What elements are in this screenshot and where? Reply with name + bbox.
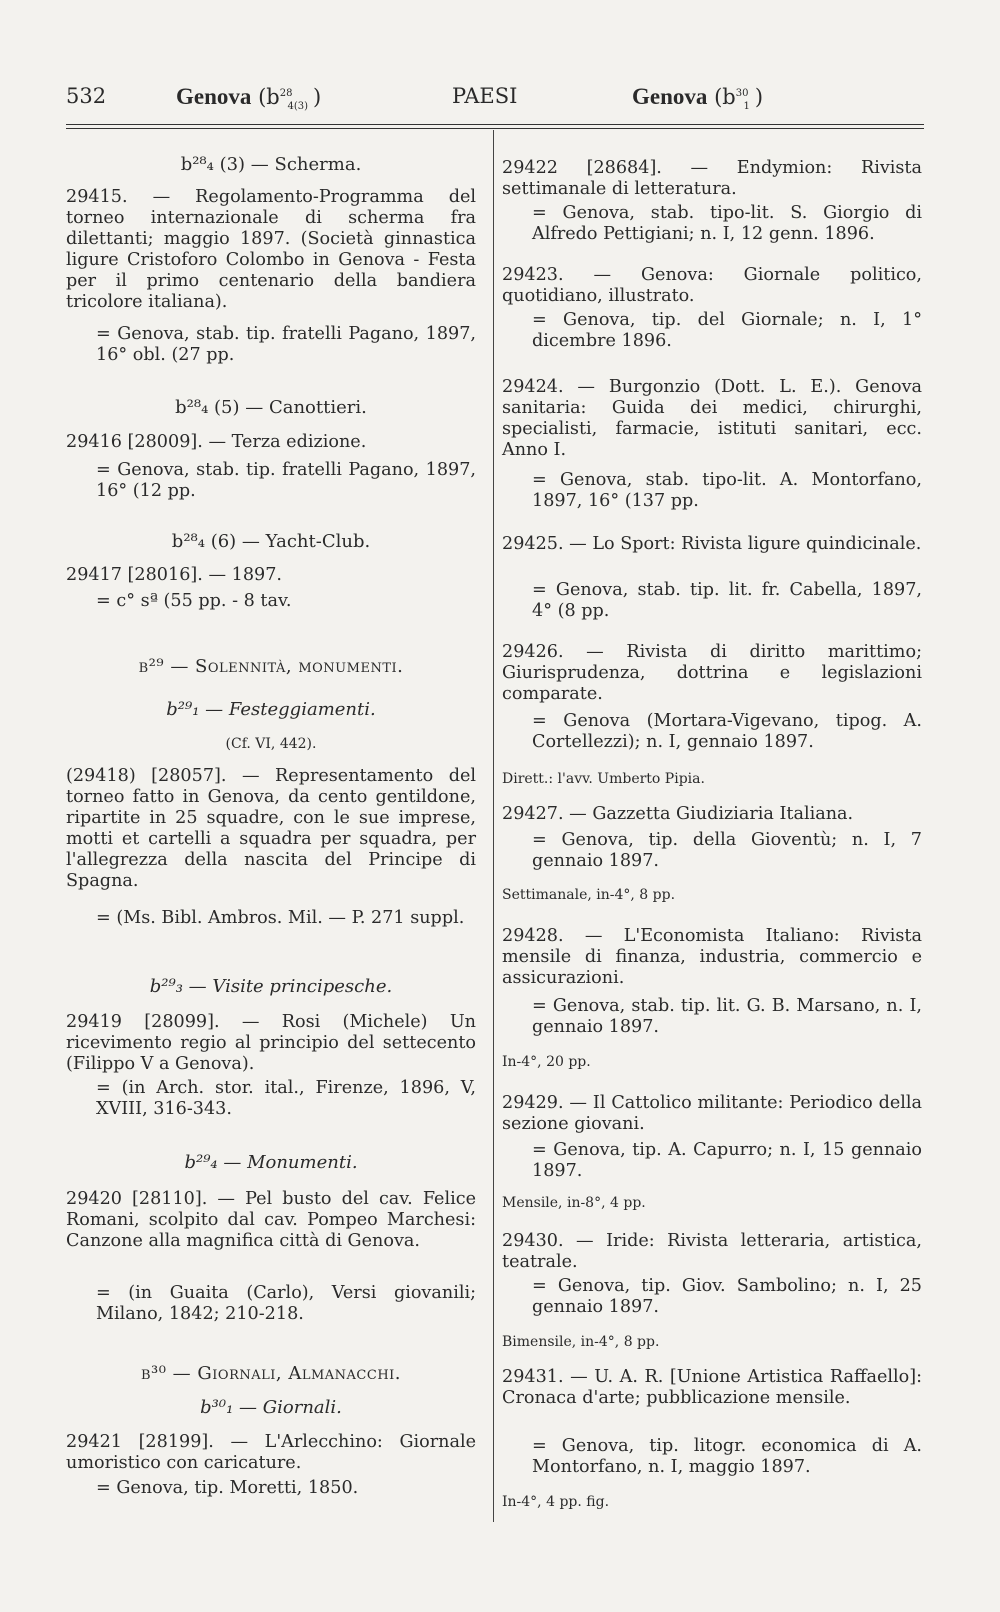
entry-29424: 29424. — Burgonzio (Dott. L. E.). Genova sanitaria: Guida dei medici, chirurghi, specialisti, farmacie, istituti sanitari, ecc. Anno I. — [502, 377, 922, 460]
entry-29416: 29416 [28009]. — Terza edizione. — [66, 432, 367, 452]
entry-29430-imprint: = Genova, tip. Giov. Sambolino; n. I, 25 gennaio 1897. — [532, 1276, 922, 1317]
entry-29421: 29421 [28199]. — L'Arlecchino: Giornale umoristico con caricature. — [66, 1432, 476, 1473]
entry-29428: 29428. — L'Economista Italiano: Rivista mensile di finanza, industria, commercio e assicurazioni. — [502, 926, 922, 988]
entry-29425: 29425. — Lo Sport: Rivista ligure quindicinale. — [502, 534, 922, 554]
page-number: 532 — [66, 84, 107, 108]
section-heading: b²⁸₄ (3) — Scherma. — [180, 154, 362, 175]
section-heading: b²⁹₃ — Visite principesche. — [149, 976, 393, 997]
section-heading: b³⁰ — Giornali, Almanacchi. — [140, 1363, 402, 1384]
entry-29428-imprint: = Genova, stab. tip. lit. G. B. Marsano, n. I, gennaio 1897. — [532, 996, 922, 1037]
entry-29429-note: Mensile, in-8°, 4 pp. — [502, 1195, 646, 1211]
entry-29419: 29419 [28099]. — Rosi (Michele) Un ricevimento regio al principio del settecento (Filippo V a Genova). — [66, 1012, 476, 1074]
running-title-left: Genova ($b^{28}_{4(3)}$ ) — [176, 84, 322, 113]
entry-29416-imprint: = Genova, stab. tip. fratelli Pagano, 1897, 16° (12 pp. — [96, 460, 476, 501]
cross-reference: (Cf. VI, 442). — [225, 736, 317, 752]
entry-29431: 29431. — U. A. R. [Unione Artistica Raffaello]: Cronaca d'arte; pubblicazione mensile. — [502, 1367, 922, 1408]
entry-29429-imprint: = Genova, tip. A. Capurro; n. I, 15 gennaio 1897. — [532, 1140, 922, 1181]
running-title-center: PAESI — [452, 84, 518, 108]
entry-29429: 29429. — Il Cattolico militante: Periodico della sezione giovani. — [502, 1093, 922, 1134]
entry-29423: 29423. — Genova: Giornale politico, quotidiano, illustrato. — [502, 265, 922, 306]
header-rule-double — [66, 128, 924, 129]
page-header — [66, 84, 924, 118]
entry-29430-note: Bimensile, in-4°, 8 pp. — [502, 1334, 660, 1350]
entry-29424-imprint: = Genova, stab. tipo-lit. A. Montorfano, 1897, 16° (137 pp. — [532, 470, 922, 511]
entry-29422-imprint: = Genova, stab. tipo-lit. S. Giorgio di Alfredo Pettigiani; n. I, 12 genn. 1896. — [532, 203, 922, 244]
entry-29417: 29417 [28016]. — 1897. — [66, 565, 282, 585]
entry-29427-imprint: = Genova, tip. della Gioventù; n. I, 7 gennaio 1897. — [532, 830, 922, 871]
entry-29428-note: In-4°, 20 pp. — [502, 1054, 591, 1070]
running-title-right: Genova ($b^{30}_1$ ) — [632, 84, 764, 113]
header-rule — [66, 124, 924, 125]
entry-29418: (29418) [28057]. — Representamento del torneo fatto in Genova, da cento gentildone, ripartite in 25 squadre, con le sue imprese, motti et cartelli a squadra per squadra, per l'allegrezza della nascita del Principe di Spagna. — [66, 766, 476, 891]
entry-29418-imprint: = (Ms. Bibl. Ambros. Mil. — P. 271 suppl. — [96, 908, 465, 928]
section-heading: b²⁸₄ (5) — Canottieri. — [175, 397, 367, 418]
section-heading: b²⁹ — Solennità, monumenti. — [138, 656, 404, 677]
section-heading: b³⁰₁ — Giornali. — [200, 1397, 342, 1418]
entry-29423-imprint: = Genova, tip. del Giornale; n. I, 1° dicembre 1896. — [532, 310, 922, 351]
entry-29425-imprint: = Genova, stab. tip. lit. fr. Cabella, 1897, 4° (8 pp. — [532, 580, 922, 621]
entry-29419-imprint: = (in Arch. stor. ital., Firenze, 1896, V, XVIII, 316-343. — [96, 1078, 476, 1119]
entry-29420: 29420 [28110]. — Pel busto del cav. Felice Romani, scolpito dal cav. Pompeo Marchesi: Canzone alla magnifica città di Genova. — [66, 1189, 476, 1251]
entry-29426-note: Dirett.: l'avv. Umberto Pipia. — [502, 771, 705, 787]
section-heading: b²⁹₁ — Festeggiamenti. — [166, 699, 376, 720]
section-heading: b²⁹₄ — Monumenti. — [184, 1152, 358, 1173]
entry-29430: 29430. — Iride: Rivista letteraria, artistica, teatrale. — [502, 1231, 922, 1272]
entry-29426: 29426. — Rivista di diritto marittimo; Giurisprudenza, dottrina e legislazioni comparate. — [502, 642, 922, 704]
entry-29427-note: Settimanale, in-4°, 8 pp. — [502, 887, 676, 903]
entry-29427: 29427. — Gazzetta Giudiziaria Italiana. — [502, 804, 854, 824]
section-heading: b²⁸₄ (6) — Yacht-Club. — [171, 531, 371, 552]
entry-29431-imprint: = Genova, tip. litogr. economica di A. Montorfano, n. I, maggio 1897. — [532, 1436, 922, 1477]
entry-29415-imprint: = Genova, stab. tip. fratelli Pagano, 1897, 16° obl. (27 pp. — [96, 324, 476, 365]
entry-29431-note: In-4°, 4 pp. fig. — [502, 1494, 610, 1510]
entry-29417-imprint: = c° sª (55 pp. - 8 tav. — [96, 591, 292, 611]
entry-29422: 29422 [28684]. — Endymion: Rivista settimanale di letteratura. — [502, 158, 922, 199]
entry-29420-imprint: = (in Guaita (Carlo), Versi giovanili; Milano, 1842; 210-218. — [96, 1283, 476, 1324]
entry-29421-imprint: = Genova, tip. Moretti, 1850. — [96, 1478, 359, 1498]
column-divider — [493, 130, 494, 1522]
entry-29415: 29415. — Regolamento-Programma del torneo internazionale di scherma fra dilettanti; maggio 1897. (Società ginnastica ligure Cristoforo Colombo in Genova - Festa per il primo centenario della bandiera tricolore italiana). — [66, 187, 476, 312]
entry-29426-imprint: = Genova (Mortara-Vigevano, tipog. A. Cortellezzi); n. I, gennaio 1897. — [532, 711, 922, 752]
